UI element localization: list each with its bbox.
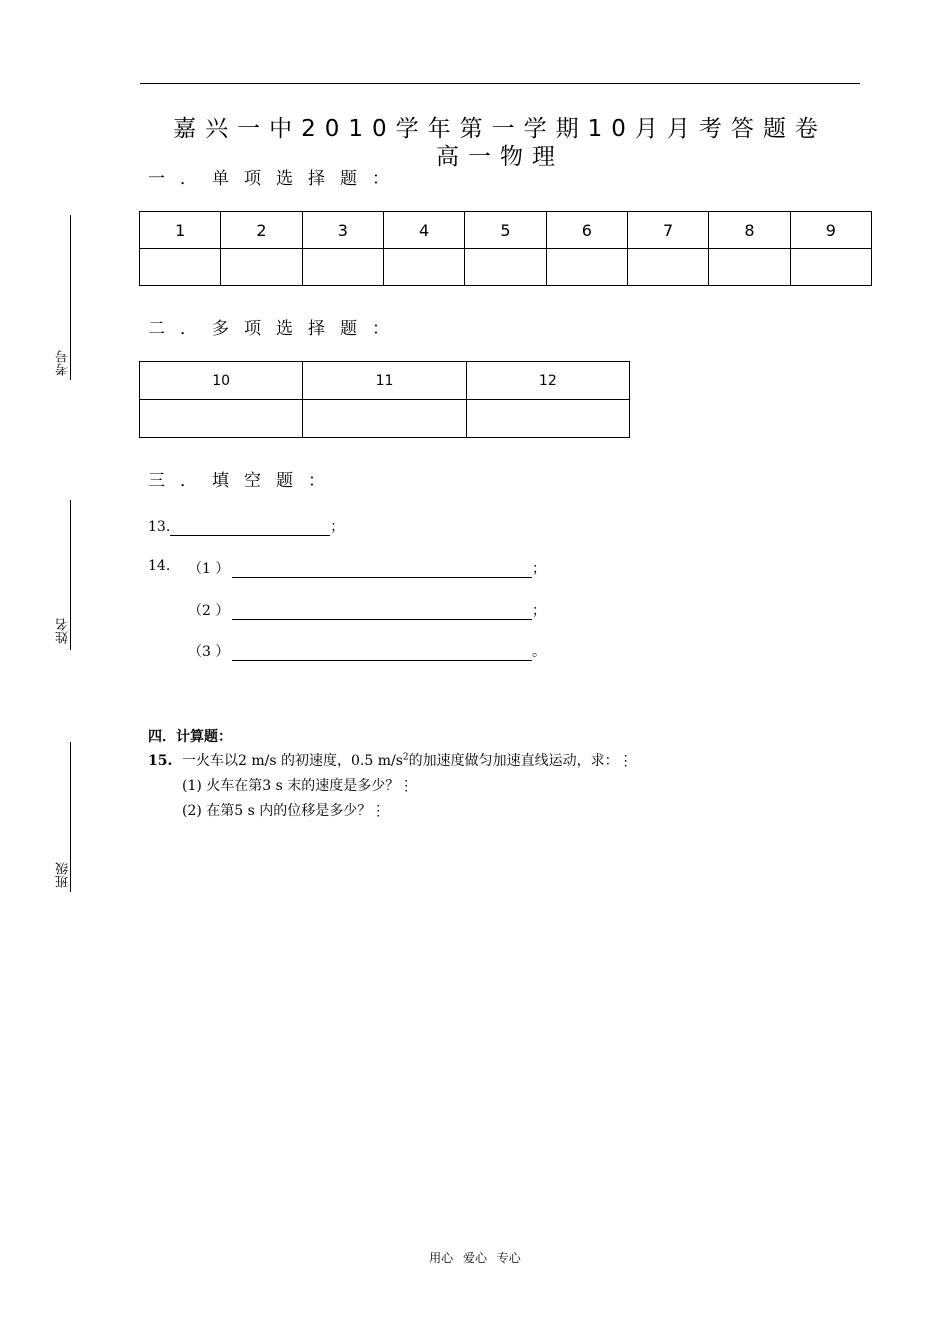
q13-row [148,516,344,536]
section-fill-blank: 三．填空题： [148,471,340,491]
q14-part1-row [188,558,546,578]
section-single-choice: 一．单项选择题： [148,169,404,189]
answer-cell[interactable] [465,249,546,286]
answer-cell[interactable] [709,249,790,286]
answer-cell[interactable] [627,249,708,286]
exam-no-label: 考号 [56,350,71,376]
page-title: 嘉兴一中2010学年第一学期10月月考答题卷 [173,116,827,142]
table-header-cell: 12 [466,362,629,400]
section-multiple-choice: 二．多项选择题： [148,319,404,339]
answer-cell[interactable] [140,400,303,438]
table-header-cell: 11 [303,362,466,400]
header-rule [140,83,860,84]
answer-cell[interactable] [140,249,221,286]
table-header-cell: 5 [465,212,546,249]
table-header-cell: 9 [790,212,871,249]
page-subtitle: 高一物理 [436,144,564,170]
q14-part1-blank[interactable] [232,563,532,578]
q14-part3-label: （3 ） [188,644,230,660]
multiple-choice-table [139,361,630,438]
q15-number: 15. [148,753,173,769]
q15-part2: (2) 在第5 s 内的位移是多少？⋮ [182,803,386,819]
table-row [140,249,872,286]
q15-stem-sup: 2 [402,752,409,763]
answer-cell[interactable] [302,249,383,286]
table-header-cell: 3 [302,212,383,249]
table-header-cell: 2 [221,212,302,249]
table-header-cell: 1 [140,212,221,249]
q14-part2-label: （2 ） [188,603,230,619]
q14-part1-end: ； [532,561,546,577]
q14-part2-end: ； [532,603,546,619]
q13-number: 13. [148,519,171,535]
q13-blank[interactable] [170,521,330,536]
answer-cell[interactable] [383,249,464,286]
page-footer: 用心 爱心 专心 [429,1251,521,1265]
answer-cell[interactable] [790,249,871,286]
class-label: 班级 [56,862,71,888]
table-row [140,362,630,400]
q14-part2-row [188,600,546,620]
answer-cell[interactable] [546,249,627,286]
table-header-cell: 7 [627,212,708,249]
q14-part3-end: 。 [532,644,546,660]
q13-end: ； [330,519,345,535]
table-header-cell: 10 [140,362,303,400]
single-choice-table [139,211,872,286]
q15-stem [148,750,633,770]
q14-part3-blank[interactable] [232,646,532,661]
q14-part3-row [188,641,546,661]
q15-stem-rest: 的加速度做匀加速直线运动，求：⋮ [408,753,633,769]
answer-cell[interactable] [221,249,302,286]
q15-stem-text: 一火车以2 m/s 的初速度，0.5 m/s [182,753,403,769]
table-header-cell: 6 [546,212,627,249]
answer-cell[interactable] [466,400,629,438]
name-label: 姓名 [56,618,71,644]
q14-part2-blank[interactable] [232,605,532,620]
table-header-cell: 8 [709,212,790,249]
table-row [140,400,630,438]
table-header-cell: 4 [383,212,464,249]
section-calculation: 四．计算题： [148,729,232,745]
q14-number: 14. [148,558,171,574]
table-row [140,212,872,249]
q14-part1-label: （1 ） [188,561,230,577]
q15-part1: (1) 火车在第3 s 末的速度是多少？⋮ [182,778,414,794]
answer-cell[interactable] [303,400,466,438]
